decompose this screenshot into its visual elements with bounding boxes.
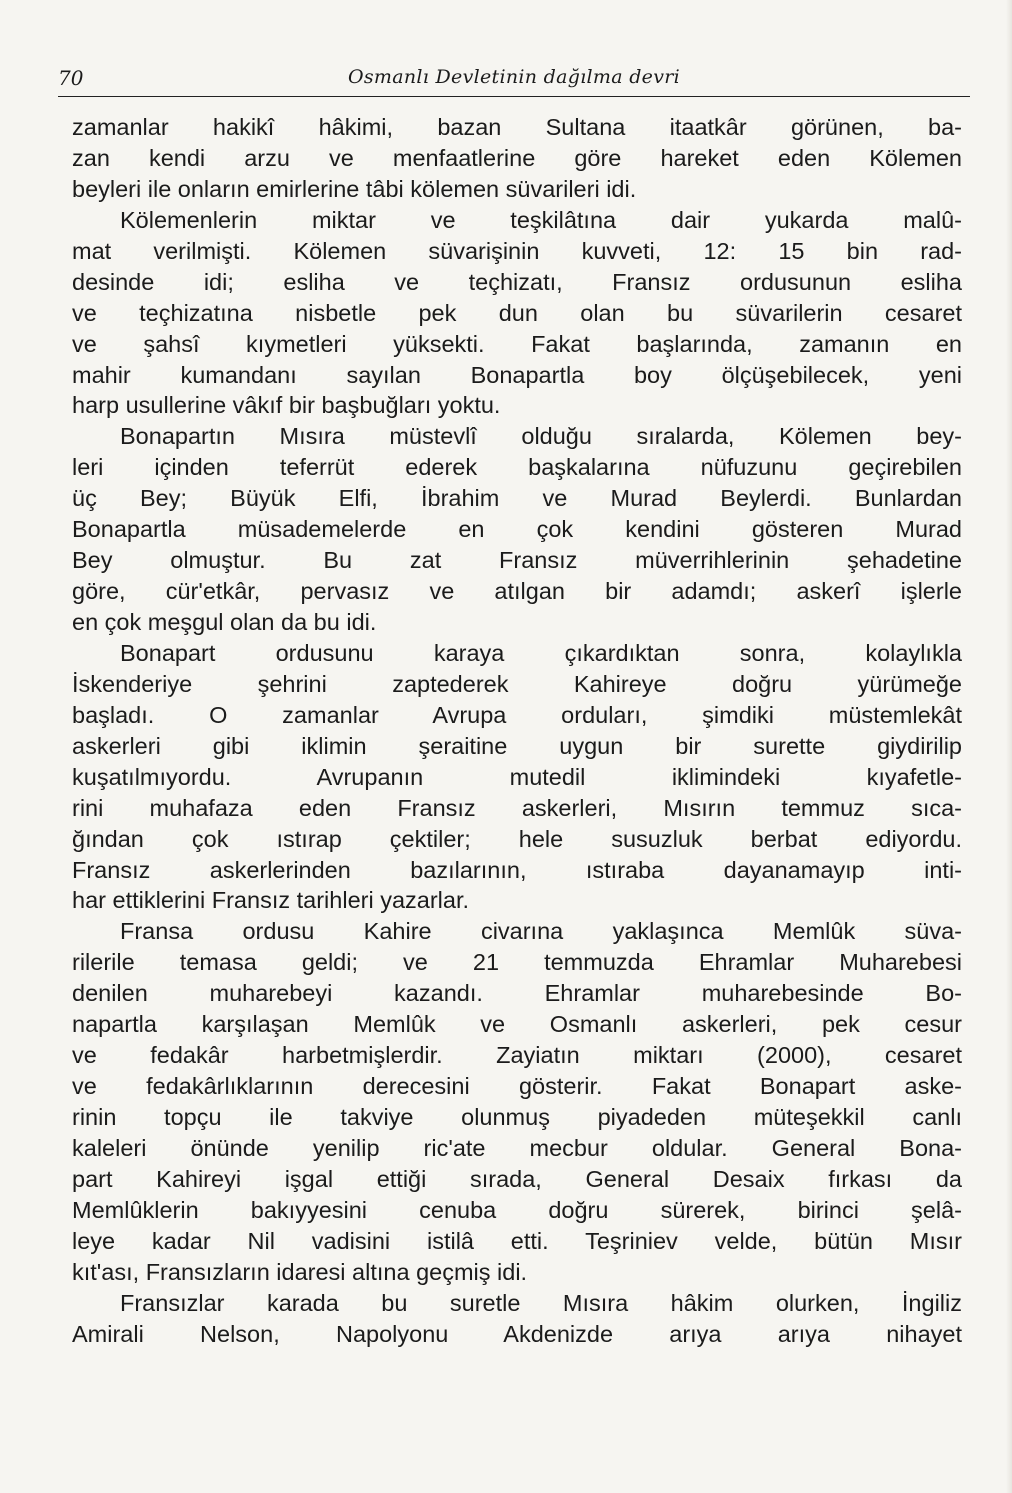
text-line: Bey olmuştur. Bu zat Fransız müverrihlerinin şehadetine [72,547,962,574]
paragraph [72,1288,962,1350]
text-line: ve fedakâr harbetmişlerdir. Zayiatın miktarı (2000), cesaret [72,1042,962,1069]
text-line: denilen muharebeyi kazandı. Ehramlar muharebesinde Bo- [72,980,962,1007]
text-line: üç Bey; Büyük Elfi, İbrahim ve Murad Beylerdi. Bunlardan [72,485,962,512]
text-line: Bonapart ordusunu karaya çıkardıktan sonra, kolaylıkla [120,639,962,666]
paragraph [72,421,962,638]
running-header [58,62,970,97]
text-line: ğından çok ıstırap çektiler; hele susuzluk berbat ediyordu. [72,825,962,852]
paragraph [72,205,962,422]
text-line: mat verilmişti. Kölemen süvarişinin kuvveti, 12: 15 bin rad- [72,237,962,264]
text-line: Fransız askerlerinden bazılarının, ıstıraba dayanamayıp inti- [72,856,962,883]
text-line: rilerile temasa geldi; ve 21 temmuzda Ehramlar Muharebesi [72,949,962,976]
text-line: ve fedakârlıklarının derecesini gösterir. Fakat Bonapart aske- [72,1073,962,1100]
text-line: göre, cür'etkâr, pervasız ve atılgan bir adamdı; askerî işlerle [72,578,962,605]
text-line: Memlûklerin bakıyyesini cenuba doğru sürerek, birinci şelâ- [72,1196,962,1223]
text-line: kuşatılmıyordu. Avrupanın mutedil iklimindeki kıyafetle- [72,763,962,790]
text-line: Kölemenlerin miktar ve teşkilâtına dair yukarda malû- [120,206,962,233]
text-line: Bonapartın Mısıra müstevlî olduğu sıralarda, Kölemen bey- [120,423,962,450]
text-line: part Kahireyi işgal ettiği sırada, General Desaix fırkası da [72,1165,962,1192]
text-line: Bonapartla müsademelerde en çok kendini gösteren Murad [72,516,962,543]
text-line: başladı. O zamanlar Avrupa orduları, şimdiki müstemlekât [72,701,962,728]
text-line: beyleri ile onların emirlerine tâbi kölemen süvarileri idi. [72,175,637,202]
page-number: 70 [58,66,84,90]
text-line: leri içinden teferrüt ederek başkalarına nüfuzunu geçirebilen [72,454,962,481]
text-line: askerleri gibi iklimin şeraitine uygun bir surette giydirilip [72,732,962,759]
text-line: ve teçhizatına nisbetle pek dun olan bu süvarilerin cesaret [72,299,962,326]
running-title: Osmanlı Devletinin dağılma devri [347,66,681,88]
text-line: Fransızlar karada bu suretle Mısıra hâkim olurken, İngiliz [120,1289,962,1316]
text-line: rinin topçu ile takviye olunmuş piyadeden müteşekkil canlı [72,1104,962,1130]
text-line: zan kendi arzu ve menfaatlerine göre hareket eden Kölemen [72,144,962,171]
text-line: Fransa ordusu Kahire civarına yaklaşınca Memlûk süva- [120,918,962,945]
text-line: desinde idi; esliha ve teçhizatı, Fransız ordusunun esliha [72,268,962,295]
paragraph [72,112,962,205]
text-line: harp usullerine vâkıf bir başbuğları yoktu. [72,392,501,419]
text-line: kaleleri önünde yenilip ric'ate mecbur oldular. General Bona- [72,1134,962,1161]
text-line: zamanlar hakikî hâkimi, bazan Sultana itaatkâr görünen, ba- [72,114,962,140]
text-line: leye kadar Nil vadisini istilâ etti. Teşriniev velde, bütün Mısır [72,1227,962,1254]
text-line: İskenderiye şehrini zaptederek Kahireye doğru yürümeğe [72,670,962,697]
text-line: rini muhafaza eden Fransız askerleri, Mısırın temmuz sıca- [72,794,962,821]
body-text [72,112,962,1350]
text-line: kıt'ası, Fransızların idaresi altına geçmiş idi. [72,1258,528,1285]
text-line: ve şahsî kıymetleri yüksekti. Fakat başlarında, zamanın en [72,330,962,357]
text-line: har ettiklerini Fransız tarihleri yazarlar. [72,887,470,914]
text-line: mahir kumandanı sayılan Bonapartla boy ölçüşebilecek, yeni [72,361,962,388]
page-edge-shadow [1006,0,1012,1493]
text-line: en çok meşgul olan da bu idi. [72,609,377,635]
text-line: Amirali Nelson, Napolyonu Akdenizde arıya arıya nihayet [72,1320,962,1347]
paragraph [72,638,962,916]
text-line: napartla karşılaşan Memlûk ve Osmanlı askerleri, pek cesur [72,1011,962,1038]
paragraph [72,916,962,1287]
